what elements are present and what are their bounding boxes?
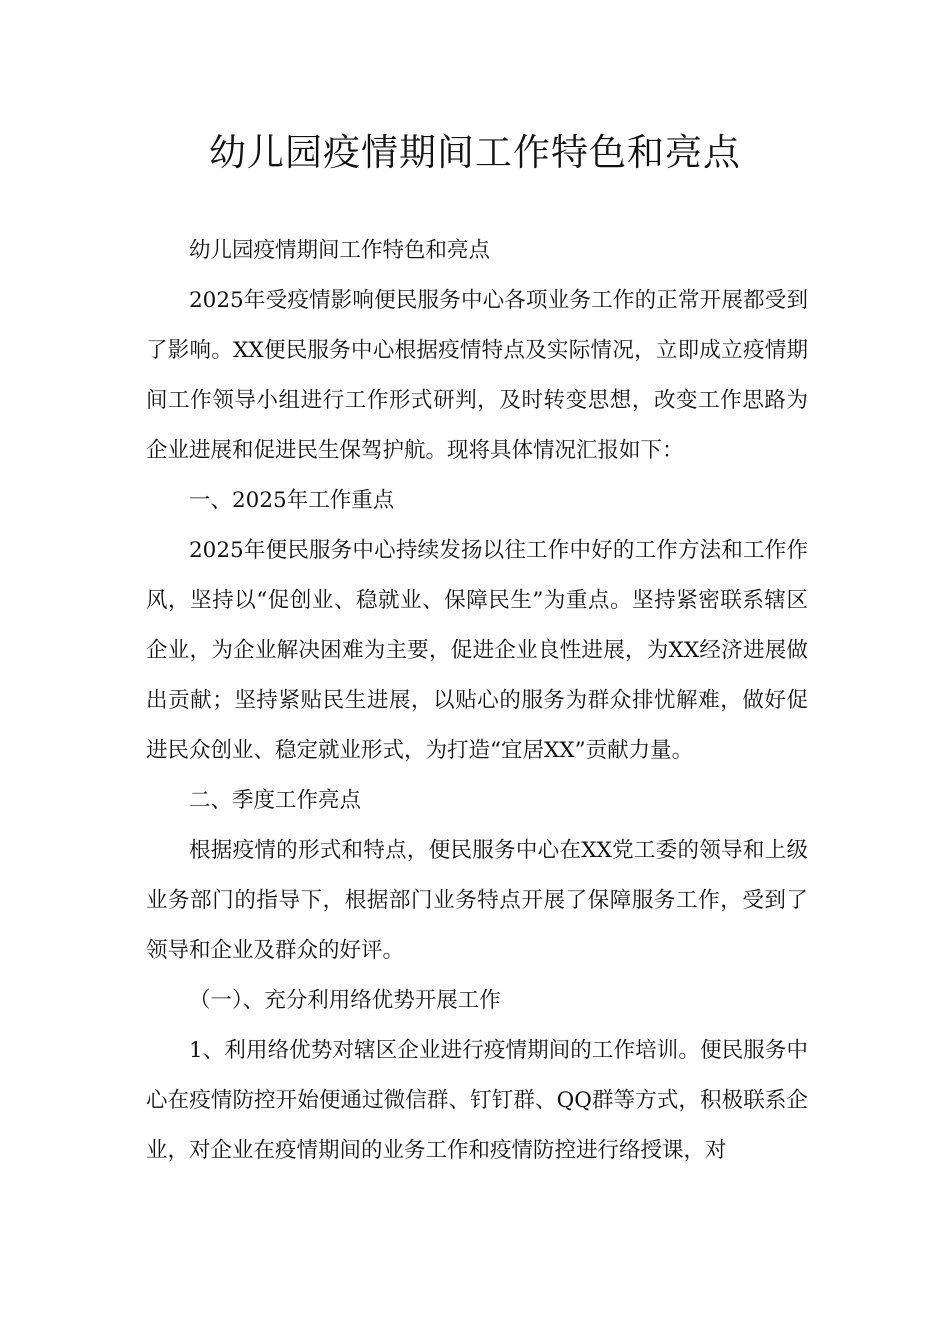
paragraph-intro: 2025年受疫情影响便民服务中心各项业务工作的正常开展都受到了影响。XX便民服务中心根据疫情特点及实际情况，立即成立疫情期间工作领导小组进行工作形式研判，及时转变思想，改变工作思路为企业进展和促进民生保驾护航。现将具体情况汇报如下：	[146, 288, 808, 463]
paragraph-section-1: 2025年便民服务中心持续发扬以往工作中好的工作方法和工作作风，坚持以“促创业、稳就业、保障民生”为重点。坚持紧密联系辖区企业，为企业解决困难为主要，促进企业良性进展，为XX经济进展做出贡献；坚持紧贴民生进展，以贴心的服务为群众排忧解难，做好促进民众创业、稳定就业形式，为打造“宜居XX”贡献力量。	[146, 538, 808, 763]
section-heading-2: 二、季度工作亮点	[189, 788, 362, 813]
paragraph-subtitle: 幼儿园疫情期间工作特色和亮点	[189, 238, 491, 263]
paragraph-item-1: 1、利用络优势对辖区企业进行疫情期间的工作培训。便民服务中心在疫情防控开始便通过微信群、钉钉群、QQ群等方式，积极联系企业，对企业在疫情期间的业务工作和疫情防控进行络授课，对	[146, 1038, 808, 1163]
paragraph-section-2: 根据疫情的形式和特点，便民服务中心在XX党工委的领导和上级业务部门的指导下，根据部门业务特点开展了保障服务工作，受到了领导和企业及群众的好评。	[146, 838, 808, 963]
document-title: 幼儿园疫情期间工作特色和亮点	[209, 131, 741, 174]
document-body	[146, 226, 808, 1176]
section-heading-1: 一、2025年工作重点	[189, 488, 395, 513]
subsection-heading-1: （一）、充分利用络优势开展工作	[189, 988, 501, 1013]
